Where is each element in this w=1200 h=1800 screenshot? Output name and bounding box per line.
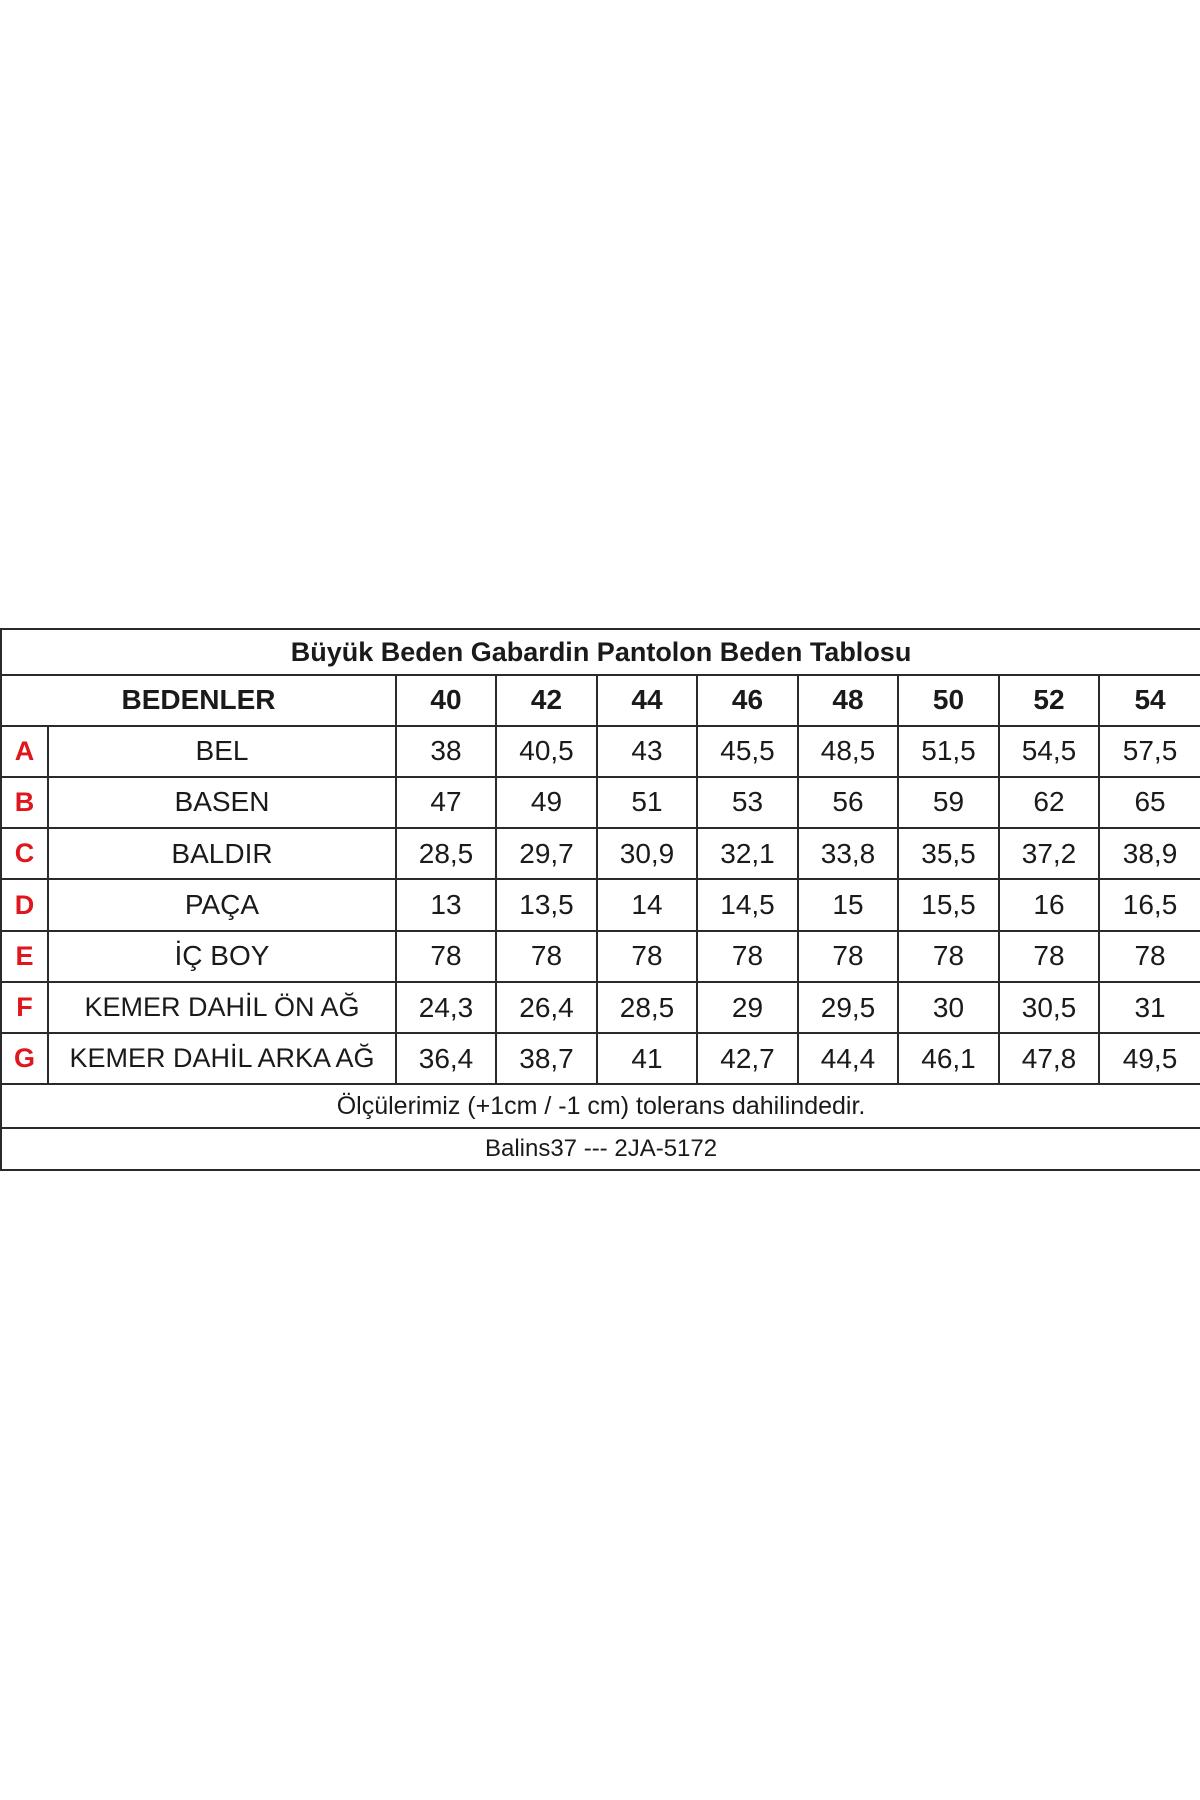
table-row: [1, 931, 1200, 982]
measurement-cell: 15: [798, 879, 898, 930]
size-header-52: 52: [999, 675, 1099, 725]
measurement-cell: 31: [1099, 982, 1200, 1033]
row-letter: F: [1, 982, 48, 1033]
measurement-cell: 14,5: [697, 879, 798, 930]
row-label: BALDIR: [48, 828, 396, 879]
size-header-44: 44: [597, 675, 697, 725]
row-letter: A: [1, 726, 48, 777]
measurement-cell: 59: [898, 777, 999, 828]
header-row: [1, 675, 1200, 725]
measurement-cell: 16,5: [1099, 879, 1200, 930]
measurement-cell: 38,7: [496, 1033, 597, 1084]
size-header-50: 50: [898, 675, 999, 725]
measurement-cell: 65: [1099, 777, 1200, 828]
code-row: [1, 1128, 1200, 1170]
measurement-cell: 78: [496, 931, 597, 982]
measurement-cell: 40,5: [496, 726, 597, 777]
note-row: [1, 1084, 1200, 1127]
measurement-cell: 78: [999, 931, 1099, 982]
header-label: BEDENLER: [1, 675, 396, 725]
measurement-cell: 28,5: [597, 982, 697, 1033]
table-row: [1, 828, 1200, 879]
measurement-cell: 13,5: [496, 879, 597, 930]
measurement-cell: 29,5: [798, 982, 898, 1033]
size-header-48: 48: [798, 675, 898, 725]
measurement-cell: 41: [597, 1033, 697, 1084]
row-label: İÇ BOY: [48, 931, 396, 982]
row-label: PAÇA: [48, 879, 396, 930]
row-label: KEMER DAHİL ÖN AĞ: [48, 982, 396, 1033]
measurement-cell: 78: [1099, 931, 1200, 982]
measurement-cell: 44,4: [798, 1033, 898, 1084]
measurement-cell: 29: [697, 982, 798, 1033]
measurement-cell: 32,1: [697, 828, 798, 879]
table-row: [1, 1033, 1200, 1084]
measurement-cell: 78: [898, 931, 999, 982]
row-label: BEL: [48, 726, 396, 777]
measurement-cell: 47: [396, 777, 496, 828]
row-letter: D: [1, 879, 48, 930]
measurement-cell: 30,9: [597, 828, 697, 879]
measurement-cell: 36,4: [396, 1033, 496, 1084]
measurement-cell: 46,1: [898, 1033, 999, 1084]
table-row: [1, 982, 1200, 1033]
measurement-cell: 57,5: [1099, 726, 1200, 777]
measurement-cell: 53: [697, 777, 798, 828]
measurement-cell: 28,5: [396, 828, 496, 879]
measurement-cell: 49: [496, 777, 597, 828]
product-code: Balins37 --- 2JA-5172: [1, 1128, 1200, 1170]
measurement-cell: 30: [898, 982, 999, 1033]
measurement-cell: 78: [396, 931, 496, 982]
row-letter: C: [1, 828, 48, 879]
size-chart-table: [0, 628, 1200, 1171]
measurement-cell: 14: [597, 879, 697, 930]
measurement-cell: 78: [798, 931, 898, 982]
measurement-cell: 15,5: [898, 879, 999, 930]
size-header-54: 54: [1099, 675, 1200, 725]
title-row: [1, 629, 1200, 675]
measurement-cell: 51,5: [898, 726, 999, 777]
row-letter: G: [1, 1033, 48, 1084]
measurement-cell: 54,5: [999, 726, 1099, 777]
measurement-cell: 45,5: [697, 726, 798, 777]
measurement-cell: 51: [597, 777, 697, 828]
row-letter: E: [1, 931, 48, 982]
measurement-cell: 48,5: [798, 726, 898, 777]
measurement-cell: 29,7: [496, 828, 597, 879]
measurement-cell: 38,9: [1099, 828, 1200, 879]
tolerance-note: Ölçülerimiz (+1cm / -1 cm) tolerans dahilindedir.: [1, 1084, 1200, 1127]
measurement-cell: 35,5: [898, 828, 999, 879]
table-row: [1, 879, 1200, 930]
table-row: [1, 777, 1200, 828]
measurement-cell: 37,2: [999, 828, 1099, 879]
row-label: BASEN: [48, 777, 396, 828]
measurement-cell: 78: [597, 931, 697, 982]
row-letter: B: [1, 777, 48, 828]
measurement-cell: 49,5: [1099, 1033, 1200, 1084]
measurement-cell: 43: [597, 726, 697, 777]
size-header-40: 40: [396, 675, 496, 725]
measurement-cell: 33,8: [798, 828, 898, 879]
measurement-cell: 30,5: [999, 982, 1099, 1033]
measurement-cell: 13: [396, 879, 496, 930]
size-header-46: 46: [697, 675, 798, 725]
row-label: KEMER DAHİL ARKA AĞ: [48, 1033, 396, 1084]
measurement-cell: 62: [999, 777, 1099, 828]
measurement-cell: 56: [798, 777, 898, 828]
measurement-cell: 78: [697, 931, 798, 982]
measurement-cell: 26,4: [496, 982, 597, 1033]
table-title: Büyük Beden Gabardin Pantolon Beden Tablosu: [1, 629, 1200, 675]
measurement-cell: 16: [999, 879, 1099, 930]
measurement-cell: 38: [396, 726, 496, 777]
table-row: [1, 726, 1200, 777]
measurement-cell: 42,7: [697, 1033, 798, 1084]
size-header-42: 42: [496, 675, 597, 725]
measurement-cell: 47,8: [999, 1033, 1099, 1084]
measurement-cell: 24,3: [396, 982, 496, 1033]
